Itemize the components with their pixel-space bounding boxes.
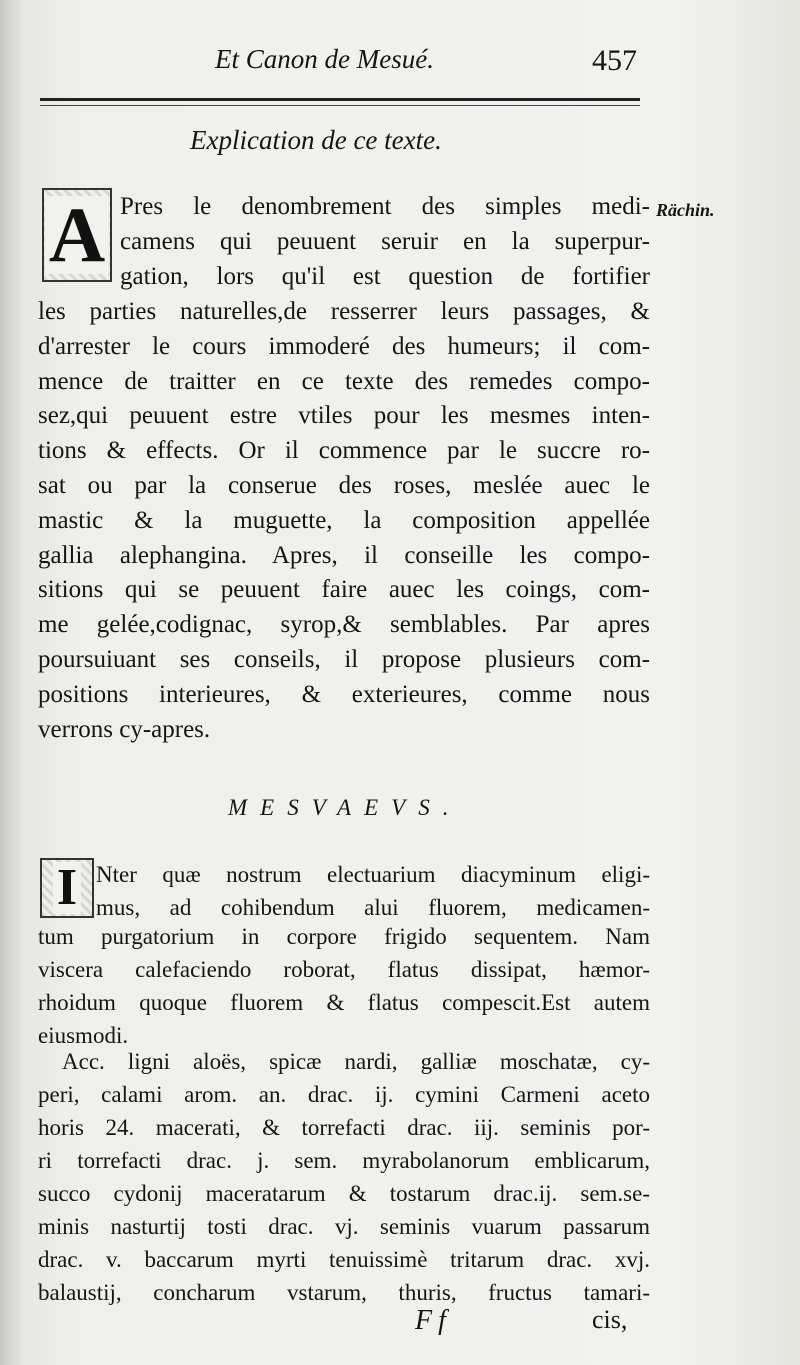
- text-line: tions & effects. Or il commence par le succre ro-: [38, 437, 650, 465]
- text-line: sez,qui peuuent estre vtiles pour les mesmes inten-: [38, 402, 650, 430]
- margin-note: Rächin.: [656, 200, 715, 220]
- text-line: mus, ad cohibendum alui fluorem, medicamen-: [96, 895, 650, 920]
- drop-cap-i: I: [40, 858, 94, 918]
- text-line: verrons cy-apres.: [38, 715, 211, 743]
- section-heading: Explication de ce texte.: [190, 125, 442, 155]
- text-line: poursuiuant ses conseils, il propose plusieurs com-: [38, 645, 650, 673]
- signature-mark: Ff: [415, 1305, 452, 1336]
- drop-cap-a: A: [42, 188, 112, 282]
- text-line: rhoidum quoque fluorem & flatus compescit.Est autem: [38, 990, 650, 1015]
- running-title: Et Canon de Mesué.: [215, 44, 434, 74]
- text-line: positions interieures, & exterieures, comme nous: [38, 680, 650, 708]
- text-line: me gelée,codignac, syrop,& semblables. Par apres: [38, 611, 650, 639]
- text-line: les parties naturelles,de resserrer leurs passages, &: [38, 298, 650, 325]
- page-number: 457: [592, 44, 637, 77]
- text-line: drac. v. baccarum myrti tenuissimè tritarum drac. xvj.: [38, 1247, 650, 1272]
- text-line: mastic & la muguette, la composition appellée: [38, 506, 650, 534]
- catchword: cis,: [592, 1305, 628, 1334]
- text-line: mence de traitter en ce texte des remedes compo-: [38, 367, 650, 395]
- text-line: horis 24. macerati, & torrefacti drac. iij. seminis por-: [38, 1115, 650, 1140]
- text-line: gation, lors qu'il est question de fortifier: [120, 262, 650, 290]
- paragraph-1-opening: [120, 190, 650, 294]
- text-line: peri, calami arom. an. drac. ij. cymini Carmeni aceto: [38, 1082, 650, 1107]
- paragraph-1: [38, 295, 650, 747]
- text-line: Nter quæ nostrum electuarium diacyminum eligi-: [96, 862, 650, 887]
- text-line: balaustij, concharum vstarum, thuris, fructus tamari-: [38, 1280, 650, 1305]
- text-line: camens qui peuuent seruir en la superpur-: [120, 227, 650, 255]
- text-line: d'arrester le cours immoderé des humeurs; il com-: [38, 332, 650, 360]
- paragraph-3-recipe: [38, 1045, 650, 1309]
- text-line: ri torrefacti drac. j. sem. myrabolanorum emblicarum,: [38, 1148, 650, 1173]
- text-line: gallia alephangina. Apres, il conseille les compo-: [38, 541, 650, 569]
- text-line: succo cydonij maceratarum & tostarum drac.ij. sem.se-: [38, 1181, 650, 1206]
- text-line: Pres le denombrement des simples medi-: [120, 193, 650, 220]
- text-line: tum purgatorium in corpore frigido sequentem. Nam: [38, 924, 650, 949]
- text-line: viscera calefaciendo roborat, flatus dissipat, hæmor-: [38, 957, 650, 982]
- text-line: sat ou par la conserue des roses, meslée auec le: [38, 471, 650, 499]
- paragraph-2: [38, 920, 650, 1052]
- header-rule-thin: [40, 105, 640, 106]
- text-line: minis nasturtij tosti drac. vj. seminis vuarum passarum: [38, 1214, 650, 1239]
- mesuaeus-heading: MESVAEVS.: [228, 795, 462, 820]
- page-header: [40, 38, 660, 88]
- text-line: Acc. ligni aloës, spicæ nardi, galliæ moschatæ, cy-: [62, 1049, 650, 1074]
- text-line: sitions qui se peuuent faire auec les coings, com-: [38, 576, 650, 604]
- text-line: eiusmodi.: [38, 1023, 129, 1048]
- paragraph-2-opening: [96, 858, 650, 924]
- header-rule: [40, 98, 640, 101]
